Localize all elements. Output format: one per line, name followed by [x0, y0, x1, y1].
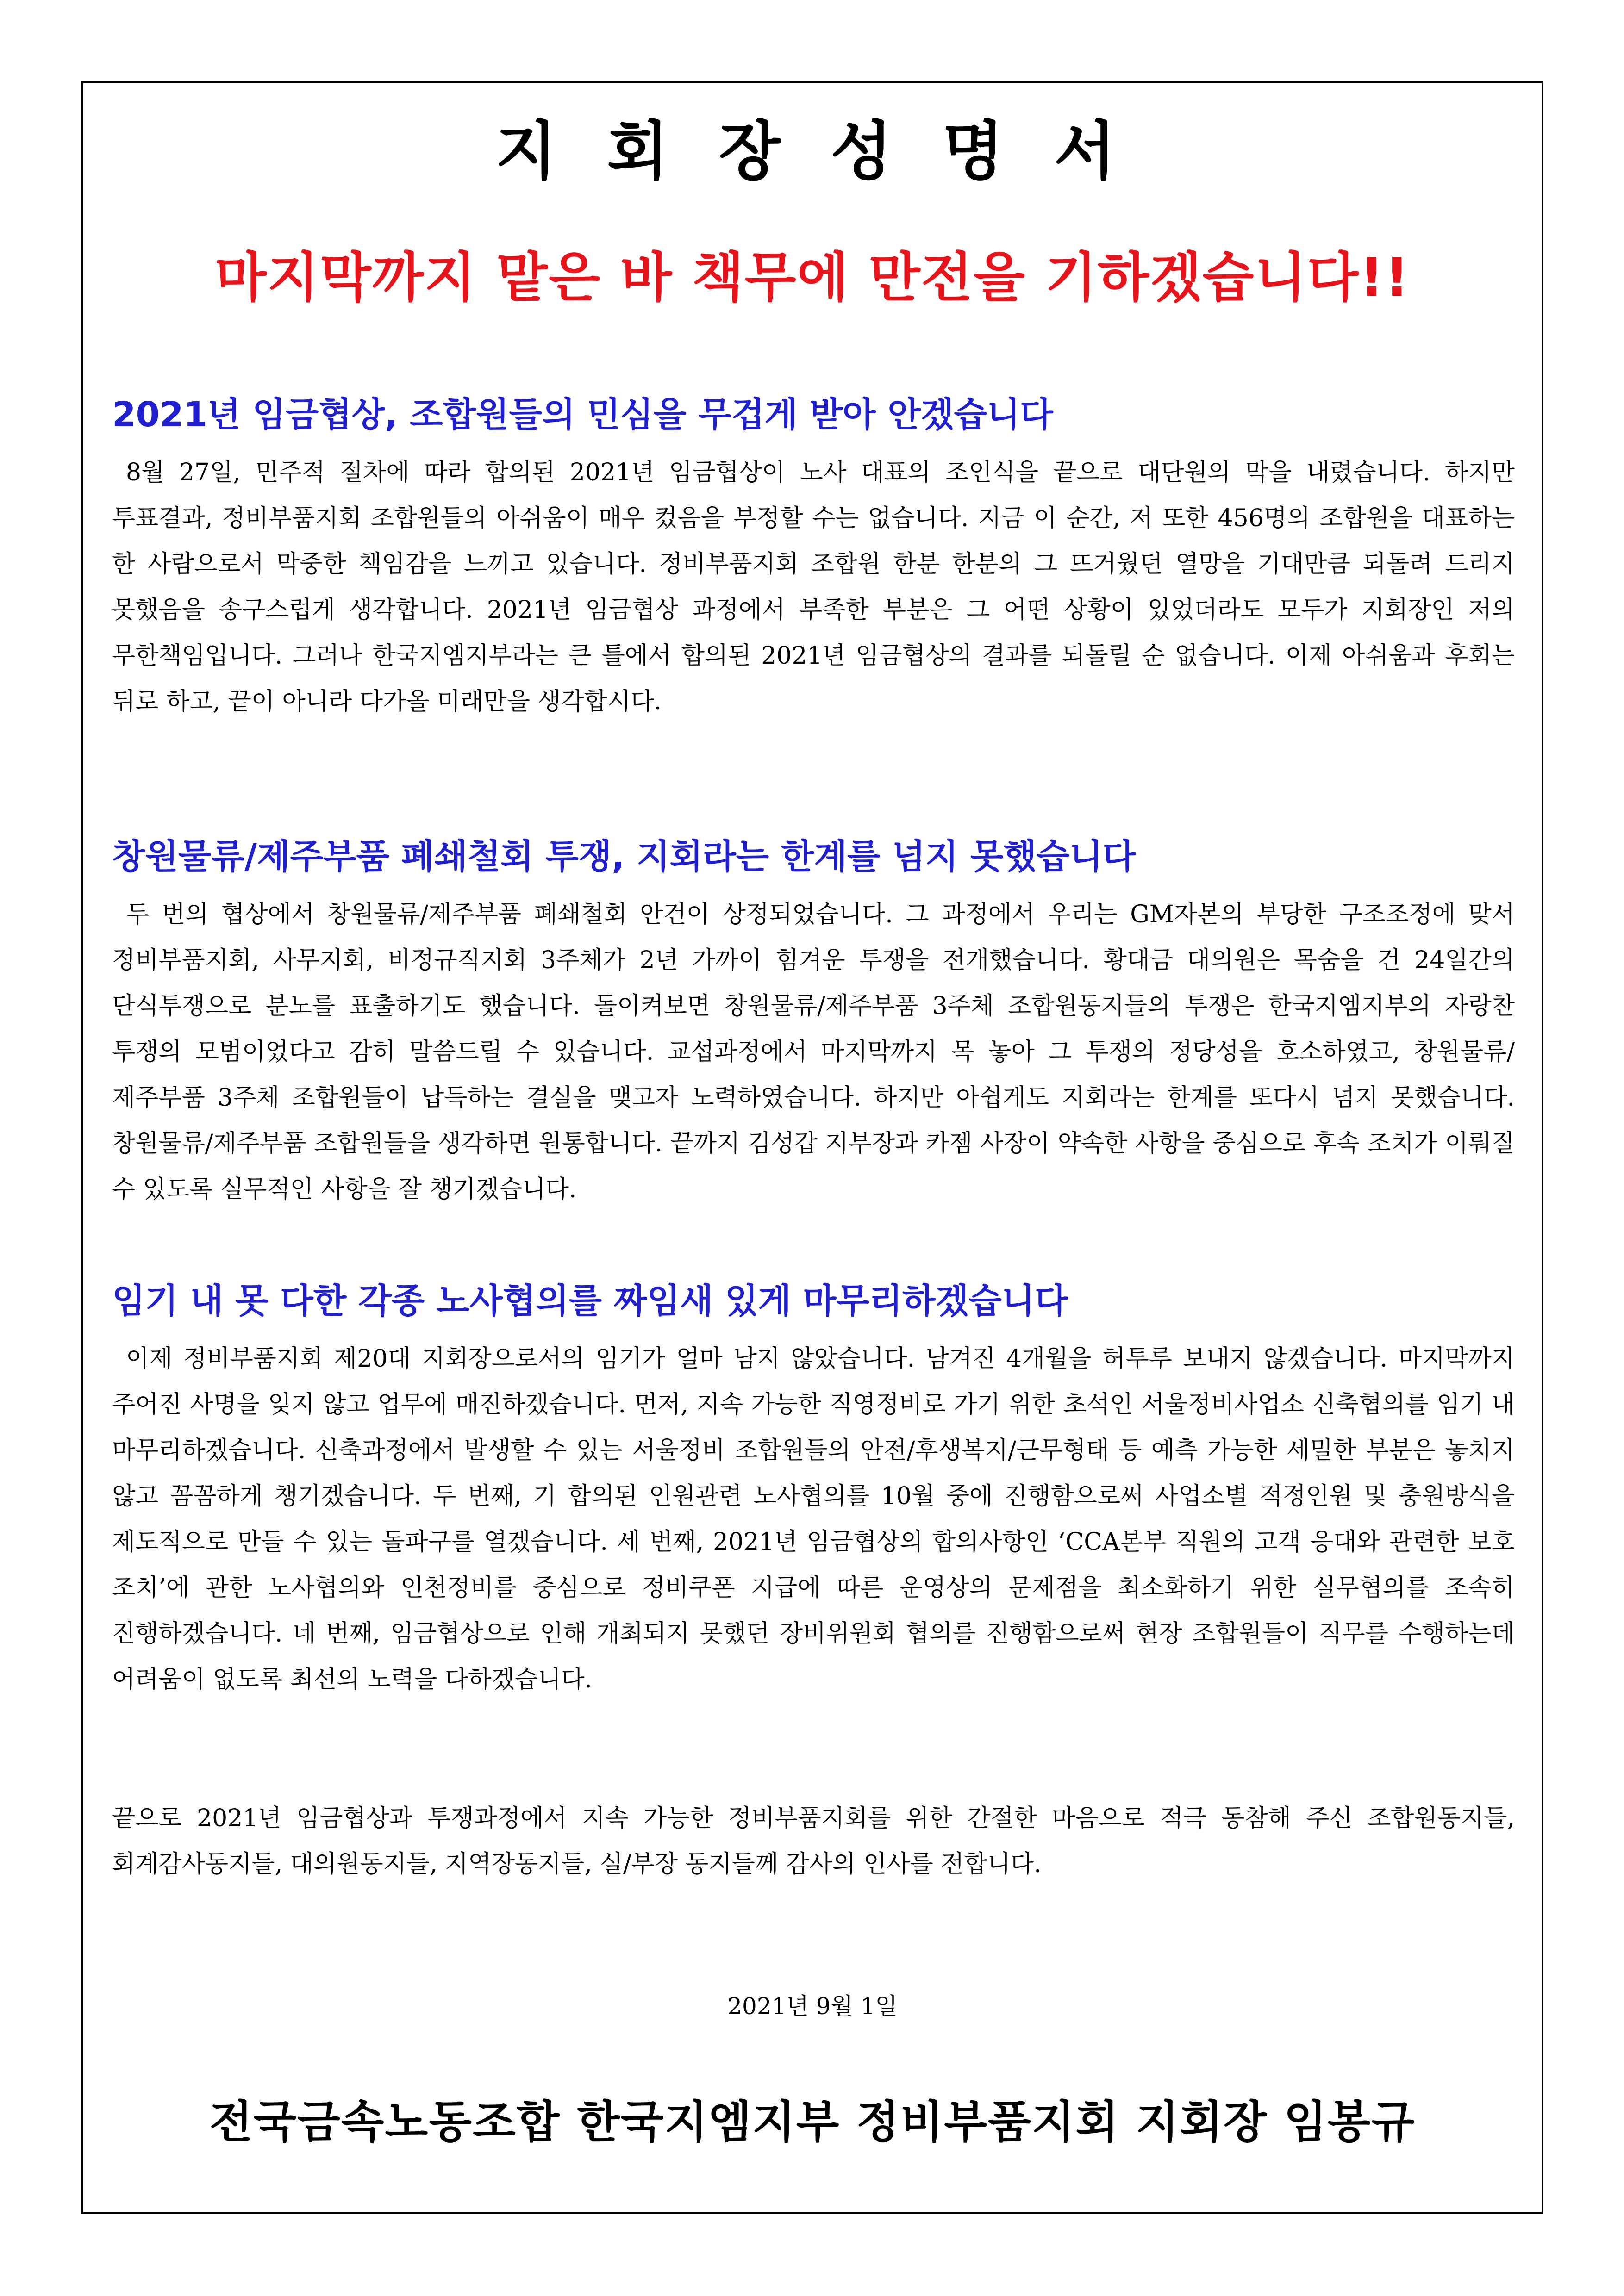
statement-headline: 마지막까지 맡은 바 책무에 만전을 기하겠습니다!!	[215, 247, 1410, 309]
document-frame	[81, 81, 1543, 2214]
section-heading: 창원물류/제주부품 폐쇄철회 투쟁, 지회라는 한계를 넘지 못했습니다	[112, 837, 1136, 877]
closing-paragraph	[112, 1796, 1515, 1887]
section-heading: 2021년 임금협상, 조합원들의 민심을 무겁게 받아 안겠습니다	[112, 395, 1053, 435]
section-body: 8월 27일, 민주적 절차에 따라 합의된 2021년 임금협상이 노사 대표의 조인식을 끝으로 대단원의 막을 내렸습니다. 하지만 투표결과, 정비부품지회 조합원들의 아쉬움이 매우 컸음을 부정할 수는 없습니다. 지금 이 순간, 저 또한 456명의 조합원을 대표하는 한 사람으로서 막중한 책임감을 느끼고 있습니다. 정비부품지회 조합원 한분 한분의 그 뜨거웠던 열망을 기대만큼 되돌려 드리지 못했음을 송구스럽게 생각합니다. 2021년 임금협상 과정에서 부족한 부분은 그 어떤 상황이 있었더라도 모두가 지회장인 저의 무한책임입니다. 그러나 한국지엠지부라는 큰 틀에서 합의된 2021년 임금협상의 결과를 되돌릴 순 없습니다. 이제 아쉬움과 후회는 뒤로 하고, 끝이 아니라 다가올 미래만을 생각합시다.	[112, 459, 1515, 716]
section-body: 두 번의 협상에서 창원물류/제주부품 폐쇄철회 안건이 상정되었습니다. 그 과정에서 우리는 GM자본의 부당한 구조조정에 맞서 정비부품지회, 사무지회, 비정규직지회 3주체가 2년 가까이 힘겨운 투쟁을 전개했습니다. 황대금 대의원은 목숨을 건 24일간의 단식투쟁으로 분노를 표출하기도 했습니다. 돌이켜보면 창원물류/제주부품 3주체 조합원동지들의 투쟁은 한국지엠지부의 자랑찬 투쟁의 모범이었다고 감히 말씀드릴 수 있습니다. 교섭과정에서 마지막까지 목 놓아 그 투쟁의 정당성을 호소하였고, 창원물류/제주부품 3주체 조합원들이 납득하는 결실을 맺고자 노력하였습니다. 하지만 아쉽게도 지회라는 한계를 또다시 넘지 못했습니다. 창원물류/제주부품 조합원들을 생각하면 원통합니다. 끝까지 김성갑 지부장과 카젬 사장이 약속한 사항을 중심으로 후속 조치가 이뤄질 수 있도록 실무적인 사항을 잘 챙기겠습니다.	[112, 901, 1515, 1203]
statement-date: 2021년 9월 1일	[727, 1993, 898, 2020]
document-title: 지 회 장 성 명 서	[495, 114, 1130, 189]
section-heading: 임기 내 못 다한 각종 노사협의를 짜임새 있게 마무리하겠습니다	[112, 1281, 1068, 1321]
section-wage-negotiation	[112, 389, 1515, 725]
section-labor-consultations	[112, 1275, 1515, 1703]
signature-line: 전국금속노동조합 한국지엠지부 정비부품지회 지회장 임봉규	[209, 2096, 1416, 2148]
section-closure-struggle	[112, 831, 1515, 1213]
closing-text: 끝으로 2021년 임금협상과 투쟁과정에서 지속 가능한 정비부품지회를 위한 간절한 마음으로 적극 동참해 주신 조합원동지들, 회계감사동지들, 대의원동지들, 지역장동지들, 실/부장 동지들께 감사의 인사를 전합니다.	[112, 1804, 1515, 1878]
section-body: 이제 정비부품지회 제20대 지회장으로서의 임기가 얼마 남지 않았습니다. 남겨진 4개월을 허투루 보내지 않겠습니다. 마지막까지 주어진 사명을 잊지 않고 업무에 매진하겠습니다. 먼저, 지속 가능한 직영정비로 가기 위한 초석인 서울정비사업소 신축협의를 임기 내 마무리하겠습니다. 신축과정에서 발생할 수 있는 서울정비 조합원들의 안전/후생복지/근무형태 등 예측 가능한 세밀한 부분은 놓치지 않고 꼼꼼하게 챙기겠습니다. 두 번째, 기 합의된 인원관련 노사협의를 10월 중에 진행함으로써 사업소별 적정인원 및 충원방식을 제도적으로 만들 수 있는 돌파구를 열겠습니다. 세 번째, 2021년 임금협상의 합의사항인 ‘CCA본부 직원의 고객 응대와 관련한 보호 조치’에 관한 노사협의와 인천정비를 중심으로 정비쿠폰 지급에 따른 운영상의 문제점을 최소화하기 위한 실무협의를 조속히 진행하겠습니다. 네 번째, 임금협상으로 인해 개최되지 못했던 장비위원회 협의를 진행함으로써 현장 조합원들이 직무를 수행하는데 어려움이 없도록 최선의 노력을 다하겠습니다.	[112, 1345, 1515, 1693]
